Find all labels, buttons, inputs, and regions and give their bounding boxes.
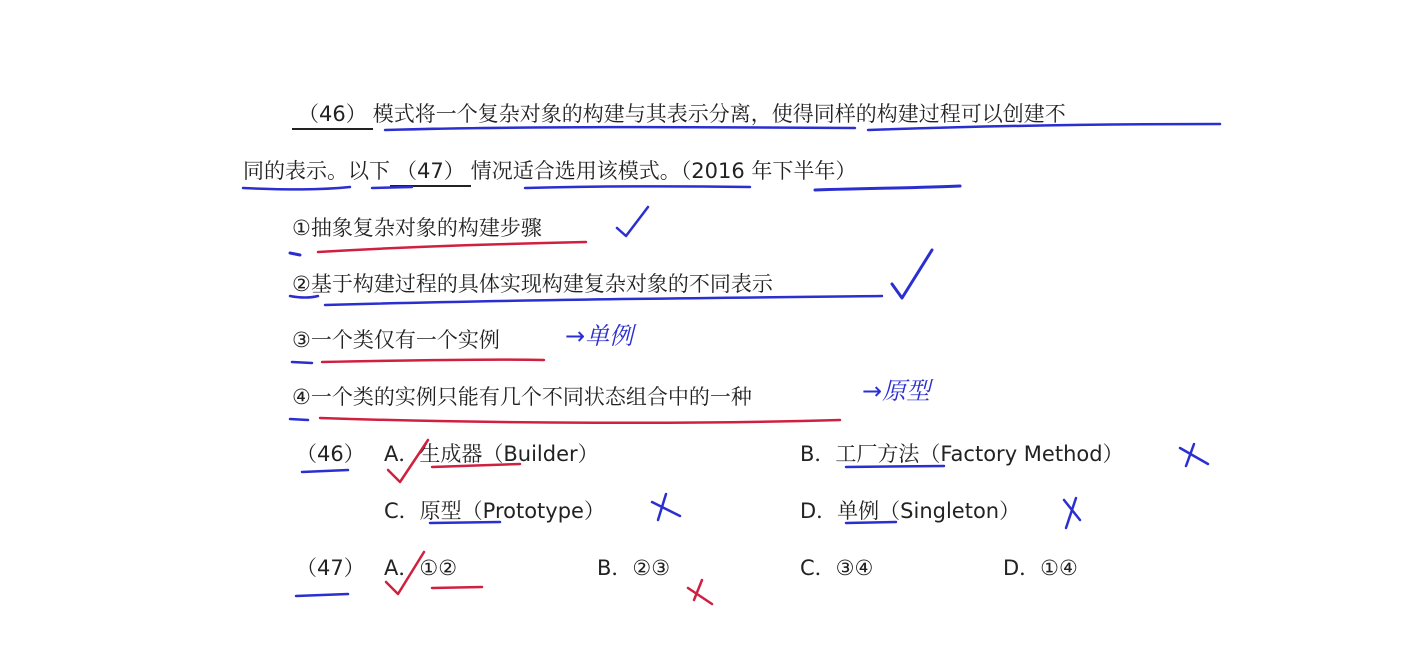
q46-number: （46） [296, 442, 365, 466]
blank-47: （47） [390, 157, 471, 187]
q46-option-d: D．单例（Singleton） [800, 499, 1021, 523]
cross-q46-d-2 [1066, 498, 1076, 528]
handwritten-note-prototype: →原型 [862, 377, 931, 405]
q47-option-a: A．①② [384, 556, 458, 580]
cross-q46-b-2 [1186, 444, 1194, 466]
underline-q47-a [432, 587, 482, 588]
underline-stem-4 [372, 187, 412, 188]
q46-option-b: B．工厂方法（Factory Method） [800, 442, 1124, 466]
underline-statement-4 [320, 418, 840, 423]
q47-option-c: C．③④ [800, 556, 874, 580]
cross-q47-b-1 [688, 588, 712, 604]
dash-4 [290, 419, 308, 420]
blank-46: （46） [292, 100, 373, 130]
check-statement-1 [617, 207, 648, 236]
statement-4: ④一个类的实例只能有几个不同状态组合中的一种 [292, 385, 752, 409]
cross-q46-b-1 [1180, 448, 1208, 464]
handwritten-note-singleton: →单例 [565, 322, 634, 350]
underline-q47 [296, 594, 348, 596]
statement-1: ①抽象复杂对象的构建步骤 [292, 216, 542, 240]
q46-option-c: C．原型（Prototype） [384, 499, 605, 523]
question-stem-line-1 [292, 100, 1066, 130]
q46-option-a: A．生成器（Builder） [384, 442, 599, 466]
cross-q46-d-1 [1064, 500, 1080, 520]
q47-option-d: D．①④ [1003, 556, 1078, 580]
q47-option-b: B．②③ [597, 556, 671, 580]
question-stem-line-2 [243, 157, 856, 187]
underline-stem-3 [243, 187, 350, 189]
statement-2: ②基于构建过程的具体实现构建复杂对象的不同表示 [292, 272, 773, 296]
underline-statement-1 [318, 242, 586, 252]
check-statement-2 [892, 250, 932, 298]
dash-1 [290, 253, 300, 255]
cross-q47-b-2 [694, 580, 702, 600]
underline-statement-3 [322, 360, 544, 362]
question-stem-part1: 模式将一个复杂对象的构建与其表示分离，使得同样的构建过程可以创建不 [372, 102, 1066, 126]
question-stem-part2: 同的表示。以下 [243, 159, 390, 183]
statement-3: ③一个类仅有一个实例 [292, 328, 500, 352]
cross-q46-c-1 [652, 502, 680, 516]
q47-number: （47） [296, 556, 365, 580]
dash-3 [292, 362, 312, 363]
underline-q46 [302, 470, 348, 472]
question-stem-part3: 情况适合选用该模式。（2016 年下半年） [470, 159, 857, 183]
cross-q46-c-2 [658, 494, 666, 520]
